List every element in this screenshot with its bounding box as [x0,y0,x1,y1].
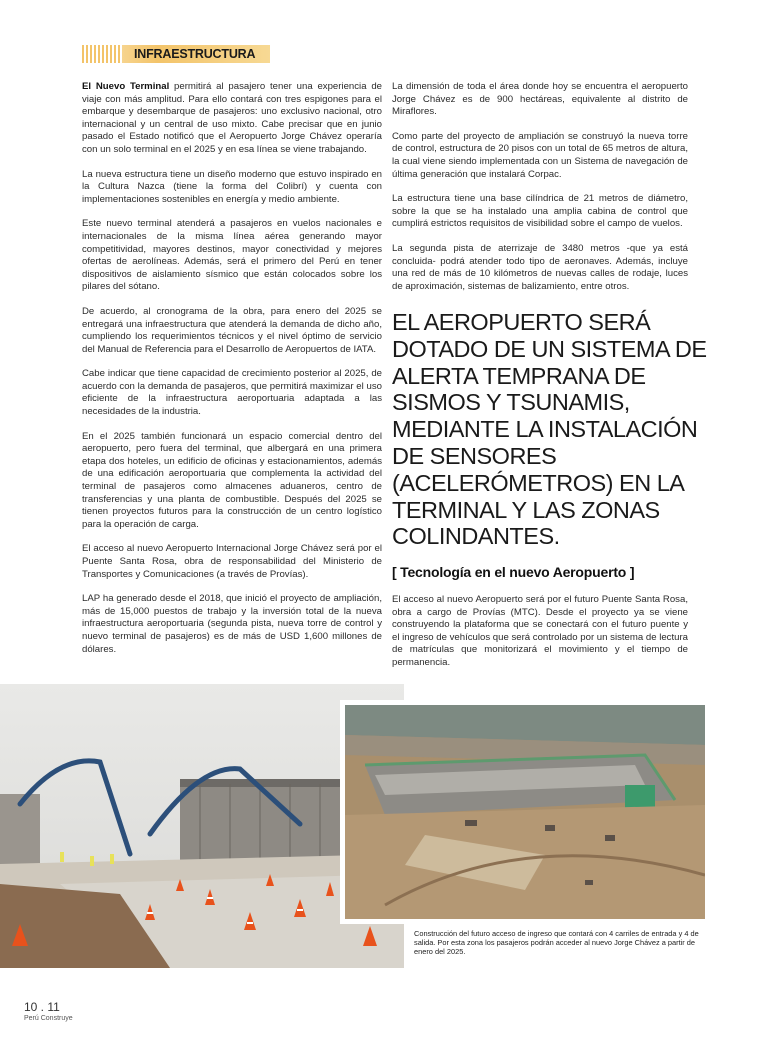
lead-text: El Nuevo Terminal [82,81,170,92]
right-column [392,81,688,305]
magazine-name: Perú Construye [24,1015,73,1022]
paragraph: La nueva estructura tiene un diseño moderno que estuvo inspirado en la Cultura Nazca (tiene la forma del Colibrí) y cuenta con implementaciones sostenibles en energía y medio ambiente. [82,168,382,205]
photo-caption: Construcción del futuro acceso de ingreso que contará con 4 carriles de entrada y 4 de salida. Por esta zona los pasajeros podrán acceder al nuevo Jorge Chávez a partir de enero del 2025. [414,929,699,957]
section-tag-stripes [82,45,122,63]
paragraph: El acceso al nuevo Aeropuerto será por el futuro Puente Santa Rosa, obra a cargo de Provías (MTC). Desde el proyecto ya se viene construyendo la plataforma que se conectará con el futuro puente y el ingreso de vehículos que será controlado por un sistema de lectura de matrículas que monitorizará el movimiento y el tiempo de permanencia. [392,594,688,668]
paragraph-text: permitirá al pasajero tener una experiencia de viaje con más amplitud. Para ello contará con tres espigones para el embarque y desembarque de pasajeros: uno exclusivo nacional, otro internacional y un central de uso mixto. Cabe precisar que en junio pasado el Estado notificó que el Aeropuerto Jorge Chávez operaría con un solo terminal en el 2025 y en esa línea se viene trabajando. [82,81,382,155]
paragraph: La dimensión de toda el área donde hoy se encuentra el aeropuerto Jorge Chávez es de 900 hectáreas, equivalente al distrito de Miraflores. [392,81,688,118]
paragraph: Este nuevo terminal atenderá a pasajeros en vuelos nacionales e internacionales de la misma línea aérea generando mayor competitividad, mayores destinos, mayor conectividad y mejores ofertas de aerolíneas. Además, será el primero del Perú en tener dispositivos de aislamiento sísmico que están colocados sobre los pilares del sótano. [82,218,382,293]
paragraph: La segunda pista de aterrizaje de 3480 metros -que ya está concluida- podrá atender todo tipo de aeronaves. Además, incluye una red de más de 10 kilómetros de nuevas calles de rodaje, luces de aproximación, sistemas de balizamiento, entre otros. [392,242,688,292]
paragraph: Como parte del proyecto de ampliación se construyó la nueva torre de control, estructura de 20 pisos con un total de 65 metros de altura, la cual viene siendo implementada con un Sistema de navegación de última generación que instalará Corpac. [392,130,688,180]
section-subheading: [ Tecnología en el nuevo Aeropuerto ] [392,564,635,580]
right-column-lower [392,594,688,682]
aerial-site-image [345,705,705,919]
paragraph: LAP ha generado desde el 2018, que inició el proyecto de ampliación, más de 15,000 puestos de trabajo y la inversión total de la nueva infraestructura aeroportuaria (segunda pista, nueva torre de control y nuevo terminal de pasajeros) es de más de USD 1,600 millones de dólares. [82,593,382,655]
paragraph: El acceso al nuevo Aeropuerto Internacional Jorge Chávez será por el Puente Santa Rosa, obra de responsabilidad del Ministerio de Transportes y Comunicaciones (a través de Provías). [82,543,382,580]
paragraph: Cabe indicar que tiene capacidad de crecimiento posterior al 2025, de acuerdo con la demanda de pasajeros, que permitirá maximizar el uso eficiente de la infraestructura aeroportuaria adaptada a las necesidades de la industria. [82,368,382,418]
section-tag [82,45,270,63]
section-title: INFRAESTRUCTURA [134,47,256,61]
pull-quote: EL AEROPUERTO SERÁ DOTADO DE UN SISTEMA DE ALERTA TEMPRANA DE SISMOS Y TSUNAMIS, MEDIANTE LA INSTALACIÓN DE SENSORES (ACELERÓMETROS) EN LA TERMINAL Y LAS ZONAS COLINDANTES. [392,309,707,550]
left-column [82,81,382,668]
paragraph: En el 2025 también funcionará un espacio comercial dentro del aeropuerto, pero fuera del terminal, que albergará en una primera etapa dos hoteles, un edificio de oficinas y estacionamientos, además de una edificación aeroportuaria que complementa la actividad del terminal de pasajeros como almacenes aduaneros, centro de transferencias y una planta de combustible. Después del 2025 se tienen proyectos futuros para la construcción de un centro logístico para la operación de carga. [82,430,382,530]
construction-photo-right [345,705,705,919]
paragraph [82,81,382,157]
paragraph: De acuerdo, al cronograma de la obra, para enero del 2025 se entregará una infraestructura que atenderá la demanda de dicho año, cumpliendo los requerimientos técnicos y el nivel óptimo de servicio del Manual de Referencia para el Desarrollo de Aeropuertos de IATA. [82,305,382,355]
page-number: 10 . 11 [24,1000,60,1014]
paragraph: La estructura tiene una base cilíndrica de 21 metros de diámetro, sobre la que se ha instalado una amplia cabina de control que cumplirá estrictos requisitos de visibilidad sobre el campo de vuelos. [392,193,688,230]
